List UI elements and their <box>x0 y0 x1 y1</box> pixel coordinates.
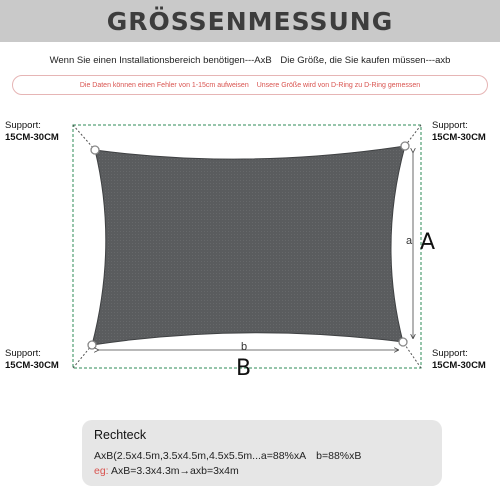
dimension-a-small: a <box>406 235 413 247</box>
example-label: eg: <box>94 465 109 477</box>
support-label-top-right: Support: 15CM-30CM <box>432 120 486 143</box>
support-label-bottom-left: Support: 15CM-30CM <box>5 348 59 371</box>
support-label-bottom-right: Support: 15CM-30CM <box>432 348 486 371</box>
d-ring-icon <box>401 142 409 150</box>
dimension-a-big: A <box>420 230 436 255</box>
measure-text: Unsere Größe wird von D-Ring zu D-Ring gemessen <box>256 81 421 89</box>
page-title: GRÖSSENMESSUNG <box>106 6 394 36</box>
shape-title: Rechteck <box>94 428 147 442</box>
formula-rule: AxB(2.5x4.5m,3.5x4.5m,4.5x5.5m...a=88%xA b=88%xB <box>94 450 362 462</box>
purchase-size-text: Die Größe, die Sie kaufen müssen---axb <box>280 55 451 66</box>
dimension-b-big: B <box>236 356 252 381</box>
support-line-br <box>403 342 421 368</box>
dimension-b-small: b <box>241 341 248 353</box>
d-ring-icon <box>88 341 96 349</box>
formula-example: eg: AxB=3.3x4.3m→axb=3x4m <box>94 465 239 477</box>
shade-sail <box>92 146 405 345</box>
tolerance-text: Die Daten können einen Fehler von 1-15cm aufweisen <box>79 81 249 89</box>
support-line-tl <box>73 125 95 150</box>
installation-area-text: Wenn Sie einen Installationsbereich benötigen---AxB <box>49 55 272 66</box>
d-ring-icon <box>399 338 407 346</box>
formula-panel <box>82 420 442 486</box>
support-label-top-left: Support: 15CM-30CM <box>5 120 59 143</box>
d-ring-icon <box>91 146 99 154</box>
